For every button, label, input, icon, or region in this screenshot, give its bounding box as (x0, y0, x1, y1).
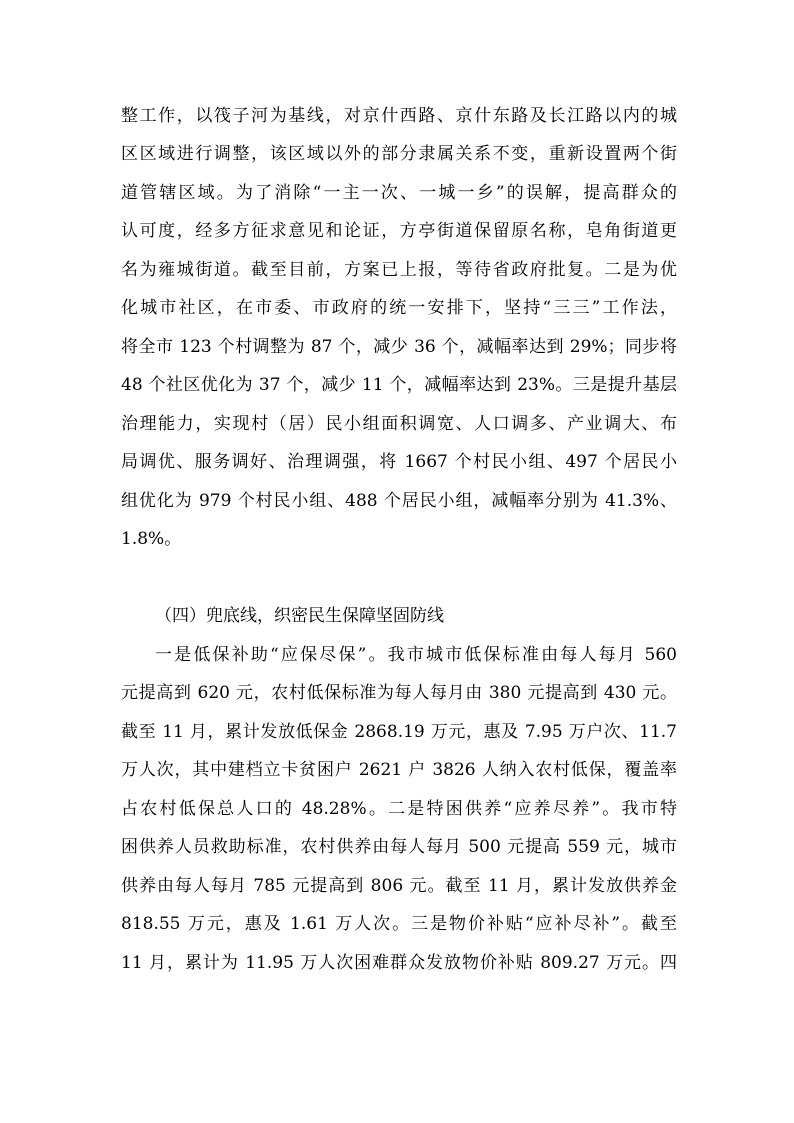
body-text-line: 供养由每人每月 785 元提高到 806 元。截至 11 月，累计发放供养金 (121, 876, 677, 896)
body-text-line: 组优化为 979 个村民小组、488 个居民小组，减幅率分别为 41.3%、 (121, 491, 677, 511)
body-text-line: 元提高到 620 元，农村低保标准为每人每月由 380 元提高到 430 元。 (121, 683, 677, 703)
body-text-line: 化城市社区，在市委、市政府的统一安排下，坚持“三三”工作法， (121, 298, 677, 318)
body-text-line: 名为雍城街道。截至目前，方案已上报，等待省政府批复。二是为优 (121, 260, 677, 280)
body-text-line: 截至 11 月，累计发放低保金 2868.19 万元，惠及 7.95 万户次、11.7 (121, 722, 677, 742)
body-text-line: 局调优、服务调好、治理调强，将 1667 个村民小组、497 个居民小 (121, 452, 677, 472)
body-text-line: 1.8%。 (121, 529, 182, 549)
body-text-line: 占农村低保总人口的 48.28%。二是特困供养“应养尽养”。我市特 (121, 799, 677, 819)
body-text-line: 11 月，累计为 11.95 万人次困难群众发放物价补贴 809.27 万元。四 (121, 953, 677, 973)
body-text-line: 将全市 123 个村调整为 87 个，减少 36 个，减幅率达到 29%；同步将 (121, 337, 677, 357)
section-heading: （四）兜底线，织密民生保障坚固防线 (155, 606, 444, 626)
body-text-line: 治理能力，实现村（居）民小组面积调宽、人口调多、产业调大、布 (121, 414, 677, 434)
body-text-line: 一是低保补助“应保尽保”。我市城市低保标准由每人每月 560 (155, 645, 677, 665)
body-text-line: 818.55 万元，惠及 1.61 万人次。三是物价补贴“应补尽补”。截至 (121, 914, 677, 934)
body-text-line: 48 个社区优化为 37 个，减少 11 个，减幅率达到 23%。三是提升基层 (121, 375, 677, 395)
body-text-line: 困供养人员救助标准，农村供养由每人每月 500 元提高 559 元，城市 (121, 837, 677, 857)
body-text-line: 道管辖区域。为了消除“一主一次、一城一乡”的误解，提高群众的 (121, 183, 677, 203)
body-text-line: 认可度，经多方征求意见和论证，方亭街道保留原名称，皂角街道更 (121, 221, 677, 241)
body-text-line: 万人次，其中建档立卡贫困户 2621 户 3826 人纳入农村低保，覆盖率 (121, 760, 677, 780)
body-text-line: 区区域进行调整，该区域以外的部分隶属关系不变，重新设置两个街 (121, 144, 677, 164)
body-text-line: 整工作，以筏子河为基线，对京什西路、京什东路及长江路以内的城 (121, 106, 677, 126)
